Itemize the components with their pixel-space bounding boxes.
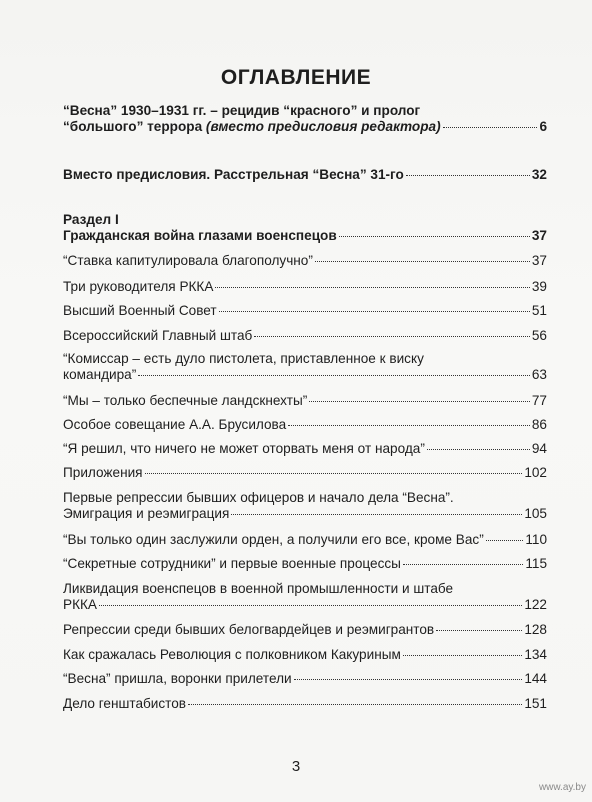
toc-item (63, 351, 547, 383)
dot-leader (403, 655, 522, 656)
section-title: Гражданская война глазами военспецов (63, 228, 337, 243)
toc-item (63, 253, 547, 269)
dot-leader (188, 704, 522, 705)
toc-item-page: 122 (524, 597, 547, 612)
toc-item (63, 696, 547, 712)
toc-item-text: “Весна” пришла, воронки прилетели (63, 671, 292, 686)
toc-entry-1-line2-text: “большого” террора (63, 119, 203, 134)
toc-entry-1-row (63, 119, 547, 135)
dot-leader (215, 287, 529, 288)
dot-leader (294, 679, 523, 680)
toc-item-page: 94 (531, 441, 547, 456)
toc-item-text: командира” (63, 367, 137, 382)
dot-leader (486, 540, 524, 541)
toc-item-text: Приложения (63, 465, 143, 480)
toc-item (63, 490, 547, 522)
toc-entry-1-line1: “Весна” 1930–1931 гг. – рецидив “красного” и пролог (63, 103, 421, 118)
toc-item-page: 39 (531, 279, 547, 294)
toc-item-text: “Вы только один заслужили орден, а получили его все, кроме Вас” (63, 532, 484, 547)
toc-item-page: 115 (525, 556, 547, 571)
section-title-row (63, 228, 547, 244)
toc-item (63, 279, 547, 295)
toc-entry-1-italic-note: (вместо предисловия редактора) (202, 119, 441, 134)
dot-leader (309, 401, 530, 402)
toc-item (63, 671, 547, 687)
page-title: ОГЛАВЛЕНИЕ (220, 66, 372, 89)
toc-section-1 (63, 212, 547, 244)
toc-item-text: Репрессии среди бывших белогвардейцев и реэмигрантов (63, 622, 435, 637)
dot-leader (288, 425, 530, 426)
toc-item-page: 56 (531, 328, 547, 343)
dot-leader (339, 236, 530, 237)
toc-entry-1-line2 (63, 119, 441, 135)
dot-leader (443, 127, 538, 128)
toc-item-text: Как сражалась Революция с полковником Какуриным (63, 647, 401, 662)
toc-item (63, 465, 547, 481)
dot-leader (219, 311, 530, 312)
toc-item-text-line1: Первые репрессии бывших офицеров и начало дела “Весна”. (63, 490, 454, 505)
toc-item-text: РККА (63, 597, 97, 612)
toc-item (63, 556, 547, 572)
dot-leader (145, 473, 523, 474)
toc-item-text: “Я решил, что ничего не может оторвать меня от народа” (63, 441, 425, 456)
dot-leader (406, 175, 530, 176)
toc-item (63, 647, 547, 663)
toc-item-text-line1: Ликвидация военспецов в военной промышленности и штабе (63, 581, 454, 596)
toc-item-text: “Секретные сотрудники” и первые военные процессы (63, 556, 401, 571)
page-number: 3 (291, 758, 301, 775)
toc-item-page: 110 (525, 532, 547, 547)
toc-item-text: “Ставка капитулировала благополучно” (63, 253, 313, 268)
dot-leader (315, 261, 530, 262)
dot-leader (403, 564, 523, 565)
toc-item-page: 128 (524, 622, 547, 637)
toc-entry-2-text: Вместо предисловия. Расстрельная “Весна” 31-го (63, 167, 404, 182)
toc-entry-2-row (63, 167, 547, 183)
section-page: 37 (531, 228, 547, 243)
toc-item-text: Высший Военный Совет (63, 303, 217, 318)
toc-item-page: 37 (531, 253, 547, 268)
toc-item-page: 144 (524, 671, 547, 686)
toc-item-page: 105 (524, 506, 547, 521)
toc-item-text: “Мы – только беспечные ландскнехты” (63, 393, 308, 408)
dot-leader (231, 514, 522, 515)
toc-item-text: Три руководителя РККА (63, 279, 214, 294)
section-label: Раздел I (63, 212, 119, 227)
toc-item (63, 622, 547, 638)
toc-item-page: 86 (531, 417, 547, 432)
toc-entry-2 (63, 167, 547, 183)
toc-item (63, 441, 547, 457)
toc-item-text: Эмиграция и реэмиграция (63, 506, 230, 521)
toc-item-text: Всероссийский Главный штаб (63, 328, 253, 343)
toc-item (63, 303, 547, 319)
toc-item (63, 328, 547, 344)
toc-item-text: Дело генштабистов (63, 696, 187, 711)
toc-entry-1 (63, 103, 547, 135)
dot-leader (436, 630, 522, 631)
toc-item-page: 134 (524, 647, 547, 662)
toc-item-page: 151 (524, 696, 547, 711)
dot-leader (427, 449, 530, 450)
toc-entry-2-page: 32 (531, 167, 547, 182)
dot-leader (138, 375, 530, 376)
toc-item-text-line1: “Комиссар – есть дуло пистолета, приставленное к виску (63, 351, 424, 366)
toc-item (63, 417, 547, 433)
toc-item (63, 532, 547, 548)
toc-item-page: 77 (531, 393, 547, 408)
toc-item-page: 63 (531, 367, 547, 382)
toc-item-page: 102 (524, 465, 547, 480)
dot-leader (99, 605, 522, 606)
toc-item-page: 51 (531, 303, 547, 318)
watermark-text: www.ay.by (538, 782, 586, 793)
dot-leader (254, 336, 530, 337)
toc-item (63, 581, 547, 613)
toc-item-text: Особое совещание А.А. Брусилова (63, 417, 287, 432)
toc-item (63, 393, 547, 409)
toc-entry-1-page: 6 (539, 119, 547, 134)
